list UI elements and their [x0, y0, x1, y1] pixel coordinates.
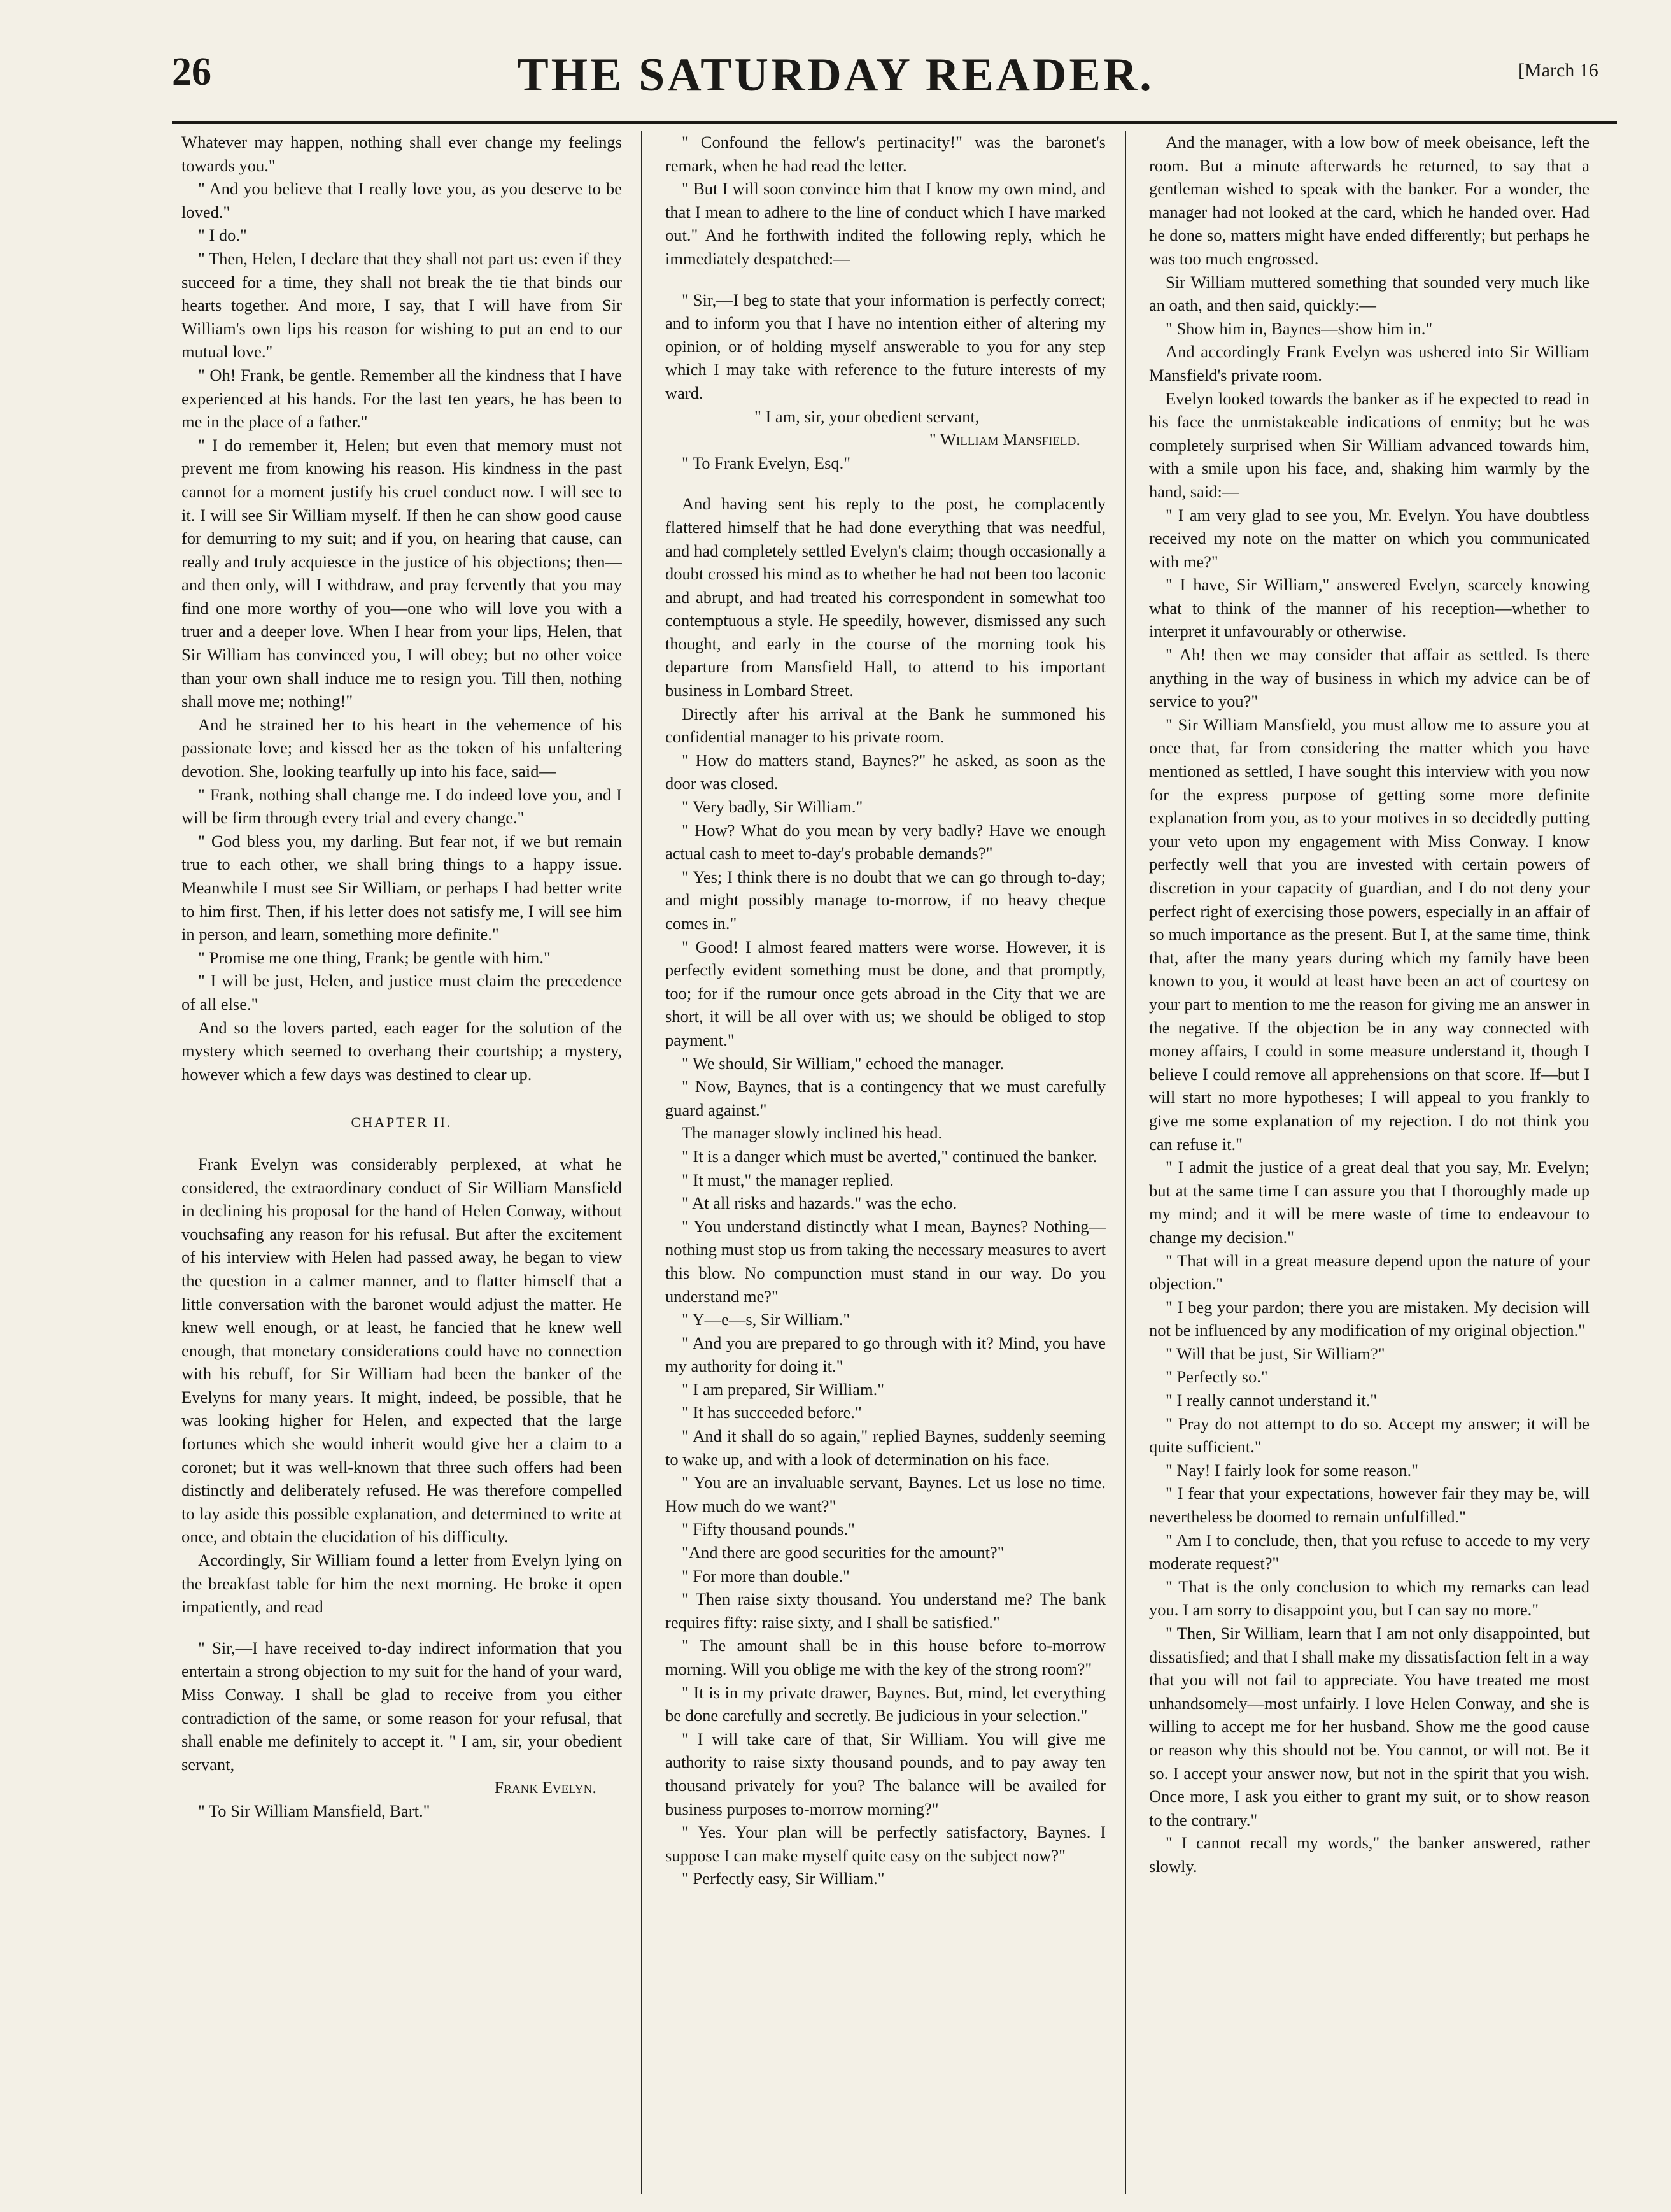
- paragraph: " Frank, nothing shall change me. I do indeed love you, and I will be firm through every trial and every change.": [181, 784, 622, 828]
- paragraph: " But I will soon convince him that I know my own mind, and that I mean to adhere to the line of conduct which I have marked out." And he forthwith indited the following reply, which he immediately despatched:—: [665, 179, 1106, 268]
- paragraph: " I will be just, Helen, and justice must claim the precedence of all else.": [181, 971, 622, 1014]
- paragraph: " I am prepared, Sir William.": [682, 1379, 885, 1399]
- paragraph: " Y—e—s, Sir William.": [682, 1310, 850, 1329]
- paragraph: " I do.": [198, 225, 247, 245]
- issue-date: [March 16: [1518, 60, 1598, 81]
- masthead-title: THE SATURDAY READER.: [517, 49, 1154, 101]
- paragraph: " Nay! I fairly look for some reason.": [1166, 1460, 1418, 1480]
- paragraph: " Ah! then we may consider that affair as settled. Is there anything in the way of business in which my advice can be of service to you?": [1149, 645, 1590, 711]
- paragraph: " Will that be just, Sir William?": [1166, 1344, 1385, 1363]
- paragraph: And having sent his reply to the post, he complacently flattered himself that he had done everything that was needful, and had completely settled Evelyn's claim; though occasionally a doubt crossed his mind as to whether he had not been too laconic and abrupt, and had treated his correspondent in somewhat too contemptuous a style. He speedily, however, dismissed any such thought, and early in the course of the morning took his departure from Mansfield Hall, to attend to his important business in Lombard Street.: [665, 494, 1106, 700]
- paragraph: " We should, Sir William," echoed the manager.: [682, 1053, 1005, 1073]
- paragraph: Directly after his arrival at the Bank he summoned his confidential manager to his private room.: [665, 704, 1106, 747]
- paragraph: " And it shall do so again," replied Baynes, suddenly seeming to wake up, and with a look of determination on his face.: [665, 1426, 1106, 1469]
- paragraph: " How? What do you mean by very badly? Have we enough actual cash to meet to-day's probable demands?": [665, 820, 1106, 863]
- paragraph: " Perfectly so.": [1166, 1367, 1268, 1387]
- letter-paragraph: " Sir,—I have received to-day indirect information that you entertain a strong objection to my suit for the hand of your ward, Miss Conway. I shall be glad to receive from you either contradiction of the same, or some reason for your refusal, that shall enable me definitely to accept it. " I am, sir, your obedient servant,: [181, 1638, 622, 1774]
- paragraph: And accordingly Frank Evelyn was ushered into Sir William Mansfield's private room.: [1149, 342, 1590, 385]
- column-divider: [1125, 131, 1126, 2194]
- paragraph: " God bless you, my darling. But fear not, if we but remain true to each other, we shall bring things to a happy issue. Meanwhile I must see Sir William, or perhaps I had better write to him first. Then, if his letter does not satisfy me, I will see him in person, and learn, something more definite.": [181, 831, 622, 944]
- paragraph: " I have, Sir William," answered Evelyn, scarcely knowing what to think of the manner of his reception—whether to interpret it unfavourably or otherwise.: [1149, 575, 1590, 641]
- paragraph: " I cannot recall my words," the banker answered, rather slowly.: [1149, 1833, 1590, 1876]
- paragraph: " It is a danger which must be averted," continued the banker.: [682, 1146, 1097, 1166]
- column-divider: [641, 131, 642, 2194]
- paragraph: " Then raise sixty thousand. You understand me? The bank requires fifty: raise sixty, and I shall be satisfied.": [665, 1589, 1106, 1632]
- letter-paragraph: " Sir,—I beg to state that your information is perfectly correct; and to inform you that I have no intention either of altering my opinion, or of holding myself answerable to you for any step which I may take with reference to the future interests of my ward.: [665, 290, 1106, 402]
- paragraph: " And you are prepared to go through with it? Mind, you have my authority for doing it.": [665, 1333, 1106, 1376]
- column-1: [181, 131, 622, 2194]
- paragraph: " Fifty thousand pounds.": [682, 1519, 855, 1539]
- column-2: [665, 131, 1106, 2194]
- paragraph: " I fear that your expectations, however fair they may be, will nevertheless be doomed to remain unfulfilled.": [1149, 1484, 1590, 1527]
- paragraph: " Am I to conclude, then, that you refuse to accede to my very moderate request?": [1149, 1530, 1590, 1573]
- paragraph: " I will take care of that, Sir William. You will give me authority to raise sixty thousand pounds, and to pay away ten thousand privately for you? The balance will be availed for business purposes to-morrow morning?": [665, 1729, 1106, 1819]
- paragraph: " It is in my private drawer, Baynes. But, mind, let everything be done carefully and secretly. Be judicious in your selection.": [665, 1682, 1106, 1726]
- paragraph: " Promise me one thing, Frank; be gentle with him.": [198, 947, 551, 967]
- paragraph: " I do remember it, Helen; but even that memory must not prevent me from knowing his reason. His kindness in the past cannot for a moment justify his cruel conduct now. I will see to it. I will see Sir William myself. If then he can show good cause for demurring to my suit; and if you, on hearing that cause, can really and truly acquiesce in the justice of his objections; then—and then only, will I withdraw, and pray fervently that you may find one more worthy of you—one who will love you with a truer and a deeper love. When I hear from your lips, Helen, that Sir William has convinced you, I will obey; but no other voice than your own shall induce me to resign you. Till then, nothing shall move me; nothing!": [181, 435, 622, 711]
- column-3: [1149, 131, 1590, 2194]
- paragraph: " I really cannot understand it.": [1166, 1391, 1378, 1410]
- letter-signature: Frank Evelyn.: [494, 1778, 596, 1797]
- letter-closing: " I am, sir, your obedient servant,: [754, 406, 980, 426]
- paragraph: " Perfectly easy, Sir William.": [682, 1869, 885, 1889]
- paragraph: " How do matters stand, Baynes?" he asked, as soon as the door was closed.: [665, 750, 1106, 793]
- paragraph: " You understand distinctly what I mean, Baynes? Nothing—nothing must stop us from taking the necessary measures to avert this blow. No compunction must stand in our way. Do you understand me?": [665, 1216, 1106, 1306]
- paragraph: " Oh! Frank, be gentle. Remember all the kindness that I have experienced at his hands. For the last ten years, he has been to me in the place of a father.": [181, 365, 622, 432]
- paragraph: " That is the only conclusion to which my remarks can lead you. I am sorry to disappoint you, but I can say no more.": [1149, 1577, 1590, 1620]
- paragraph: " Confound the fellow's pertinacity!" was the baronet's remark, when he had read the letter.: [665, 132, 1106, 175]
- paragraph: " And you believe that I really love you, as you deserve to be loved.": [181, 179, 622, 222]
- page-header: [0, 0, 1671, 108]
- paragraph: " For more than double.": [682, 1566, 850, 1585]
- paragraph: " Yes. Your plan will be perfectly satisfactory, Baynes. I suppose I can make myself quite easy on the subject now?": [665, 1822, 1106, 1865]
- paragraph: Accordingly, Sir William found a letter from Evelyn lying on the breakfast table for him the next morning. He broke it open impatiently, and read: [181, 1550, 622, 1617]
- paragraph: " Pray do not attempt to do so. Accept my answer; it will be quite sufficient.": [1149, 1414, 1590, 1457]
- paragraph: " It has succeeded before.": [682, 1403, 862, 1422]
- paragraph: Evelyn looked towards the banker as if he expected to read in his face the unmistakeable indications of enmity; but he was completely surprised when Sir William advanced towards him, with a smile upon his face, and, shaking him warmly by the hand, said:—: [1149, 388, 1590, 501]
- letter-address: " To Frank Evelyn, Esq.": [682, 453, 851, 472]
- paragraph: And he strained her to his heart in the vehemence of his passionate love; and kissed her as the token of his unfaltering devotion. She, looking tearfully up into his face, said—: [181, 714, 622, 781]
- paragraph: "And there are good securities for the amount?": [682, 1543, 1005, 1563]
- paragraph: " Then, Helen, I declare that they shall not part us: even if they succeed for a time, they shall not break the tie that binds our hearts together. And more, I say, that I will have from Sir William's own lips his reason for wishing to put an end to our mutual love.": [181, 248, 622, 362]
- header-rule: [172, 121, 1617, 124]
- paragraph: The manager slowly inclined his head.: [682, 1123, 943, 1143]
- paragraph: Whatever may happen, nothing shall ever change my feelings towards you.": [181, 132, 622, 175]
- paragraph: " Now, Baynes, that is a contingency that we must carefully guard against.": [665, 1077, 1106, 1119]
- paragraph: " I admit the justice of a great deal that you say, Mr. Evelyn; but at the same time I can assure you that I thoroughly made up my mind; and it will be mere waste of time to endeavour to change my decision.": [1149, 1158, 1590, 1247]
- paragraph: Sir William muttered something that sounded very much like an oath, and then said, quickly:—: [1149, 272, 1590, 315]
- paragraph: " Very badly, Sir William.": [682, 797, 863, 817]
- paragraph: " At all risks and hazards." was the echo.: [682, 1193, 957, 1213]
- paragraph: " I am very glad to see you, Mr. Evelyn. You have doubtless received my note on the matter on which you communicated with me?": [1149, 505, 1590, 571]
- paragraph: " You are an invaluable servant, Baynes. Let us lose no time. How much do we want?": [665, 1473, 1106, 1515]
- paragraph: " Yes; I think there is no doubt that we can go through to-day; and might possibly manage to-morrow, if no heavy cheque comes in.": [665, 867, 1106, 933]
- paragraph: " The amount shall be in this house before to-morrow morning. Will you oblige me with the key of the strong room?": [665, 1636, 1106, 1678]
- paragraph: " That will in a great measure depend upon the nature of your objection.": [1149, 1251, 1590, 1294]
- paragraph: And the manager, with a low bow of meek obeisance, left the room. But a minute afterwards he returned, to say that a gentleman wished to speak with the banker. For a wonder, the manager had not looked at the card, which he handed over. Had he done so, matters might have ended differently; but perhaps he was too much engrossed.: [1149, 132, 1590, 268]
- paragraph: " Sir William Mansfield, you must allow me to assure you at once that, far from considering the matter which you have mentioned as settled, I have sought this interview with you now for the express purpose of getting some more definite explanation from you, as to your motives in so decidedly putting your veto upon my engagement with Miss Conway. I know perfectly well that you are invested with certain powers of discretion in your capacity of guardian, and I do not deny your perfect right of exercising those powers, especially in an affair of so much importance as the present. But I, at the same time, think that, after the many years during which my family have been known to you, it would at least have been an act of courtesy on your part to mention to me the reason for giving me an answer in the negative. If the objection be in any way connected with money affairs, I could in some measure understand it, though I believe I could remove all apprehensions on that score. If—but I will start no more hypotheses; I will appeal to you frankly to give me some explanation of my rejection. I do not think you can refuse it.": [1149, 714, 1590, 1154]
- chapter-heading: CHAPTER II.: [351, 1114, 453, 1131]
- paragraph: Frank Evelyn was considerably perplexed, at what he considered, the extraordinary conduct of Sir William Mansfield in declining his proposal for the hand of Helen Conway, without vouchsafing any reason for his refusal. But after the excitement of his interview with Helen had passed away, he began to view the question in a calmer manner, and to flatter himself that a little conversation with the baronet would adjust the matter. He knew well enough, or at least, he fancied that he knew well enough, that monetary considerations could have no connection with his rebuff, for Sir William had been the banker of the Evelyns for many years. It might, indeed, be possible, that he was looking higher for Helen, and expected that the large fortunes which she would inherit would give her a claim to a coronet; but it was well-known that three such offers had been distinctly and deliberately refused. He was therefore compelled to lay aside this possible explanation, and determined to write at once, and obtain the elucidation of his difficulty.: [181, 1154, 622, 1547]
- letter-signature: " William Mansfield.: [929, 430, 1080, 450]
- paragraph: " I beg your pardon; there you are mistaken. My decision will not be influenced by any modification of my original objection.": [1149, 1297, 1590, 1340]
- paragraph: " It must," the manager replied.: [682, 1170, 894, 1189]
- page-number: 26: [172, 50, 211, 94]
- paragraph: " Show him in, Baynes—show him in.": [1166, 318, 1433, 338]
- paragraph: And so the lovers parted, each eager for the solution of the mystery which seemed to overhang their courtship; a mystery, however which a few days was destined to clear up.: [181, 1017, 622, 1084]
- letter-address: " To Sir William Mansfield, Bart.": [198, 1801, 430, 1820]
- paragraph: " Good! I almost feared matters were worse. However, it is perfectly evident something must be done, and that promptly, too; for if the rumour once gets abroad in the City that we are short, it will be all over with us; we should be obliged to stop payment.": [665, 937, 1106, 1049]
- paragraph: " Then, Sir William, learn that I am not only disappointed, but dissatisfied; and that I shall make my dissatisfaction felt in a way that you will not fail to appreciate. You have treated me most unhandsomely—most unfairly. I love Helen Conway, and she is willing to accept me for her husband. Show me the good cause or reason why this should not be. You cannot, or will not. Be it so. I accept your answer now, but not in the spirit that you wish. Once more, I ask you either to grant my suit, or to show reason to the contrary.": [1149, 1624, 1590, 1829]
